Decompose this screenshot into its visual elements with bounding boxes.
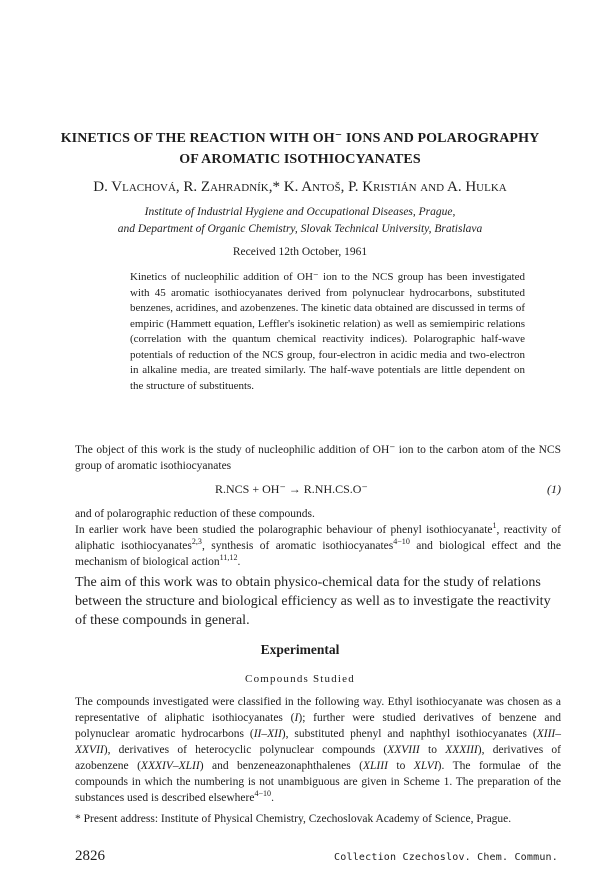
reference-marker: 4−10 — [393, 537, 410, 547]
reference-marker: 4−10 — [254, 789, 272, 799]
footnote: * Present address: Institute of Physical Chemistry, Czechoslovak Academy of Science, Prague. — [75, 813, 512, 825]
compounds-text: . — [271, 792, 274, 804]
compound-numeral: XXVIII — [387, 744, 420, 756]
received-date: Received 12th October, 1961 — [232, 246, 368, 258]
compound-numeral: XXXIV–XLII — [140, 760, 200, 772]
title-line-1: KINETICS OF THE REACTION WITH OH⁻ IONS AND POLAROGRAPHY — [60, 131, 540, 146]
equation-number: (1) — [547, 482, 561, 496]
author-list: D. Vlachová, R. Zahradník,* K. Antoš, P. Kristián and A. Hulka — [93, 179, 507, 195]
equation-expression: R.NCS + OH⁻ → R.NH.CS.O⁻ — [215, 482, 368, 496]
reference-marker: 2,3 — [191, 537, 202, 547]
reference-marker: 1 — [492, 521, 497, 531]
page-number: 2826 — [75, 848, 105, 864]
compounds-text: ), derivatives of azobenzene ( — [75, 744, 561, 772]
compounds-text: ); further were studied derivatives of benzene and polynuclear aromatic hydrocarbons ( — [75, 712, 561, 740]
affiliation-line-2: and Department of Organic Chemistry, Slovak Technical University, Bratislava — [117, 223, 483, 235]
compounds-text: ) and benzeneazonaphthalenes ( — [199, 760, 363, 772]
earlier-work-text-3: , synthesis of aromatic isothiocyanates — [201, 540, 394, 552]
compound-numeral: XIII–XXVII — [75, 728, 561, 756]
section-heading-experimental: Experimental — [260, 642, 340, 657]
compounds-text: ), substituted phenyl and naphthyl isothiocyanates ( — [281, 728, 537, 740]
intro-paragraph-end: and of polarographic reduction of these compounds. — [75, 508, 315, 520]
subsection-heading-compounds: Compounds Studied — [245, 673, 355, 685]
compound-numeral: XXXIII — [445, 744, 478, 756]
compounds-paragraph — [75, 694, 561, 806]
earlier-work-text-5: . — [237, 556, 241, 568]
reaction-equation — [75, 482, 561, 500]
compounds-text: ). The formulae of the compounds in which the numbering is not unambiguous are given in Scheme 1. The preparation of the substances used is described elsewhere — [75, 760, 562, 804]
earlier-work-paragraph — [75, 522, 561, 570]
compound-numeral: XLIII — [363, 760, 388, 772]
article-title — [40, 128, 560, 170]
compounds-text: The compounds investigated were classified in the following way. Ethyl isothiocyanate was chosen as a representative of aliphatic isothiocyanates ( — [75, 696, 561, 724]
earlier-work-text-4: and biological effect and the mechanism of biological action — [75, 540, 561, 568]
compounds-text: to — [419, 744, 446, 756]
journal-name: Collection Czechoslov. Chem. Commun. — [334, 852, 558, 863]
earlier-work-text-1: In earlier work have been studied the polarographic behaviour of phenyl isothiocyanate — [75, 524, 493, 536]
intro-paragraph: The object of this work is the study of nucleophilic addition of OH⁻ ion to the carbon atom of the NCS group of aromatic isothiocyanates — [75, 444, 561, 472]
aim-paragraph: The aim of this work was to obtain physico-chemical data for the study of relations between the structure and biological efficiency as well as to investigate the reactivity of these compounds in general. — [75, 575, 551, 628]
reference-marker: 11,12 — [219, 553, 238, 563]
compound-numeral: I — [294, 712, 299, 724]
compound-numeral: II–XII — [253, 728, 282, 740]
affiliation-line-1: Institute of Industrial Hygiene and Occupational Diseases, Prague, — [144, 206, 456, 218]
compounds-text: ), derivatives of heterocyclic polynuclear compounds ( — [103, 744, 388, 756]
affiliations — [60, 204, 540, 238]
abstract: Kinetics of nucleophilic addition of OH⁻ ion to the NCS group has been investigated with 45 aromatic isothiocyanates derived from polynuclear hydrocarbons, substituted benzenes, acridines, and azobenzenes. The kinetic data obtained are discussed in terms of empiric (Hammett equation, Leffler's isokinetic relation) as well as semiempiric relations (correlation with the quantum chemical reactivity indices). Polarographic half-wave potentials of reduction of the NCS group, four-electron in acidic media and two-electron in alkaline media, are treated similarly. The half-wave potentials are little dependent on the structure of substituents. — [130, 271, 525, 392]
title-line-2: OF AROMATIC ISOTHIOCYANATES — [179, 152, 421, 167]
earlier-work-text-2: , reactivity of aliphatic isothiocyanates — [75, 524, 561, 552]
compounds-text: to — [387, 760, 414, 772]
compound-numeral: XLVI — [413, 760, 438, 772]
